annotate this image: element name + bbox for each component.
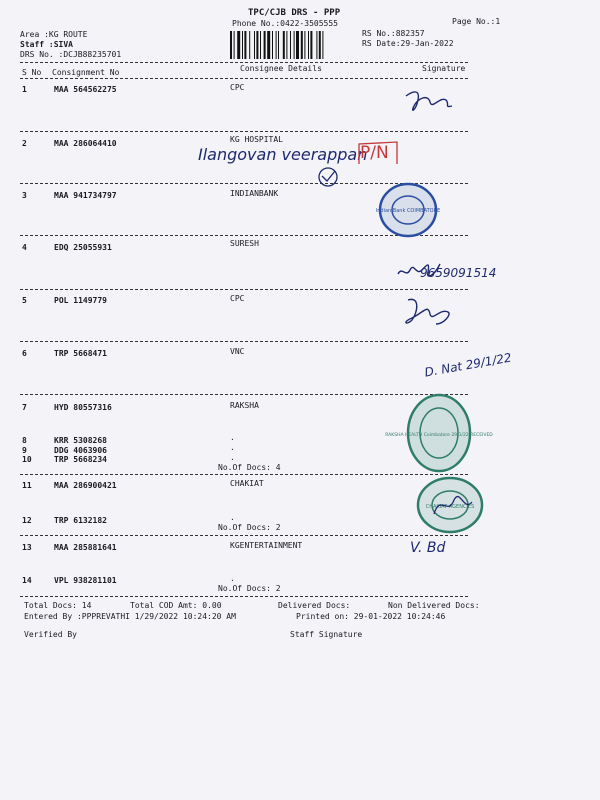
row-10-sno: 10 bbox=[22, 455, 32, 464]
barcode-bar bbox=[296, 31, 299, 59]
signature-row-4 bbox=[394, 252, 444, 282]
row-7-consignment: HYD 80557316 bbox=[54, 403, 112, 412]
verified-by-label: Verified By bbox=[24, 630, 77, 639]
barcode-bar bbox=[267, 31, 270, 59]
row-divider bbox=[20, 341, 468, 342]
row-2-sno: 2 bbox=[22, 139, 27, 148]
handwritten-signature-13: V. Bd bbox=[410, 540, 446, 556]
row-10-consignee: . bbox=[230, 453, 235, 462]
delivered-docs: Delivered Docs: bbox=[278, 601, 351, 610]
entered-by: Entered By :PPPREVATHI 1/29/2022 10:24:20 AM bbox=[24, 612, 236, 621]
barcode-bar bbox=[283, 31, 285, 59]
barcode-bar bbox=[308, 31, 309, 59]
docs-count-group-2: No.Of Docs: 2 bbox=[218, 523, 281, 532]
header-divider bbox=[20, 62, 468, 63]
barcode-bar bbox=[310, 31, 312, 59]
row-1-sno: 1 bbox=[22, 85, 27, 94]
column-header-divider bbox=[20, 78, 468, 79]
row-divider bbox=[20, 131, 468, 132]
row-8-sno: 8 bbox=[22, 436, 27, 445]
row-6-sno: 6 bbox=[22, 349, 27, 358]
column-header-consignment: Consignment No bbox=[52, 68, 120, 77]
row-10-consignment: TRP 5668234 bbox=[54, 455, 107, 464]
row-8-consignment: KRR 5308268 bbox=[54, 436, 107, 445]
total-cod-amount: Total COD Amt: 0.00 bbox=[130, 601, 222, 610]
column-header-signature: Signature bbox=[422, 64, 466, 73]
docs-count-group-1: No.Of Docs: 4 bbox=[218, 463, 281, 472]
stamp-indianbank-text: Indian Bank COIMBATORE bbox=[375, 208, 441, 214]
area-label: Area :KG ROUTE bbox=[20, 30, 88, 39]
printed-on: Printed on: 29-01-2022 10:24:46 bbox=[296, 612, 446, 621]
handwritten-recipient-name: Ilangovan veerappan bbox=[198, 145, 368, 164]
row-1-consignee: CPC bbox=[230, 83, 245, 92]
phone-number: Phone No.:0422-3505555 bbox=[232, 19, 338, 28]
row-3-consignee: INDIANBANK bbox=[230, 189, 279, 198]
row-2-consignment: MAA 286064410 bbox=[54, 139, 117, 148]
row-12-sno: 12 bbox=[22, 516, 32, 525]
row-13-sno: 13 bbox=[22, 543, 32, 552]
non-delivered-docs: Non Delivered Docs: bbox=[388, 601, 480, 610]
row-14-consignment: VPL 938281101 bbox=[54, 576, 117, 585]
barcode-bar bbox=[301, 31, 303, 59]
row-divider bbox=[20, 394, 468, 395]
row-divider bbox=[20, 474, 468, 475]
row-13-consignment: MAA 285881641 bbox=[54, 543, 117, 552]
row-12-consignee: . bbox=[230, 513, 235, 522]
row-11-sno: 11 bbox=[22, 481, 32, 490]
row-divider bbox=[20, 289, 468, 290]
barcode-bar bbox=[272, 31, 273, 59]
barcode-bar bbox=[256, 31, 258, 59]
row-5-consignee: CPC bbox=[230, 294, 245, 303]
row-5-sno: 5 bbox=[22, 296, 27, 305]
docs-count-group-3: No.Of Docs: 2 bbox=[218, 584, 281, 593]
row-2-consignee: KG HOSPITAL bbox=[230, 135, 283, 144]
row-divider bbox=[20, 535, 468, 536]
column-header-sno: S No bbox=[22, 68, 42, 77]
row-4-consignment: EDQ 25055931 bbox=[54, 243, 112, 252]
barcode-bar bbox=[290, 31, 291, 59]
barcode-bar bbox=[319, 31, 321, 59]
handwritten-date-signature: D. Nat 29/1/22 bbox=[423, 350, 513, 380]
row-6-consignee: VNC bbox=[230, 347, 245, 356]
barcode-bar bbox=[278, 31, 279, 59]
rs-date: RS Date:29-Jan-2022 bbox=[362, 39, 454, 48]
row-9-sno: 9 bbox=[22, 446, 27, 455]
row-9-consignment: DDG 4063906 bbox=[54, 446, 107, 455]
row-14-sno: 14 bbox=[22, 576, 32, 585]
barcode-bar bbox=[286, 31, 287, 59]
row-12-consignment: TRP 6132182 bbox=[54, 516, 107, 525]
barcode-bar bbox=[242, 31, 243, 59]
row-4-consignee: SURESH bbox=[230, 239, 259, 248]
row-8-consignee: . bbox=[230, 433, 235, 442]
signature-row-1 bbox=[400, 86, 460, 118]
drs-number: DRS No. :DCJB88235701 bbox=[20, 50, 122, 59]
row-5-consignment: POL 1149779 bbox=[54, 296, 107, 305]
barcode-bar bbox=[244, 31, 246, 59]
column-header-consignee: Consignee Details bbox=[240, 64, 322, 73]
footer-divider bbox=[20, 596, 468, 597]
barcode-bar bbox=[237, 31, 240, 59]
handwritten-pin-note: P/N bbox=[360, 143, 389, 163]
row-14-consignee: . bbox=[230, 574, 235, 583]
barcode-bar bbox=[260, 31, 261, 59]
row-7-sno: 7 bbox=[22, 403, 27, 412]
barcode-bar bbox=[254, 31, 255, 59]
row-9-consignee: . bbox=[230, 443, 235, 452]
barcode bbox=[230, 31, 354, 59]
barcode-bar bbox=[316, 31, 317, 59]
row-3-consignment: MAA 941734797 bbox=[54, 191, 117, 200]
stamp-indianbank bbox=[376, 178, 442, 240]
stamp-raksha-text: RAKSHA HEALTH Coimbatore 29/1/22 RECEIVED bbox=[385, 433, 493, 438]
row-13-consignee: KGENTERTAINMENT bbox=[230, 541, 303, 550]
rs-number: RS No.:882357 bbox=[362, 29, 425, 38]
pen-mark-row-2 bbox=[316, 166, 342, 188]
handwritten-phone-number: 9659091514 bbox=[420, 266, 497, 280]
row-7-consignee: RAKSHA bbox=[230, 401, 259, 410]
stamp-chakiat-text: CHAKIAT AGENCIES bbox=[425, 504, 475, 510]
barcode-bar bbox=[249, 31, 250, 59]
signature-row-5 bbox=[398, 294, 458, 332]
stamp-raksha-health bbox=[385, 392, 493, 474]
barcode-bar bbox=[322, 31, 323, 59]
staff-signature-label: Staff Signature bbox=[290, 630, 363, 639]
barcode-bar bbox=[276, 31, 277, 59]
row-1-consignment: MAA 564562275 bbox=[54, 85, 117, 94]
stamp-chakiat-agencies bbox=[414, 474, 486, 536]
row-11-consignment: MAA 286900421 bbox=[54, 481, 117, 490]
row-4-sno: 4 bbox=[22, 243, 27, 252]
barcode-bar bbox=[304, 31, 305, 59]
staff-label: Staff :SIVA bbox=[20, 40, 73, 49]
barcode-bar bbox=[234, 31, 235, 59]
pin-box-row-2 bbox=[357, 138, 401, 166]
total-docs: Total Docs: 14 bbox=[24, 601, 92, 610]
row-3-sno: 3 bbox=[22, 191, 27, 200]
barcode-bar bbox=[294, 31, 295, 59]
barcode-bar bbox=[230, 31, 232, 59]
row-11-consignee: CHAKIAT bbox=[230, 479, 264, 488]
barcode-bar bbox=[264, 31, 266, 59]
page-number: Page No.:1 bbox=[452, 17, 501, 26]
document-title: TPC/CJB DRS - PPP bbox=[248, 8, 341, 18]
row-6-consignment: TRP 5668471 bbox=[54, 349, 107, 358]
